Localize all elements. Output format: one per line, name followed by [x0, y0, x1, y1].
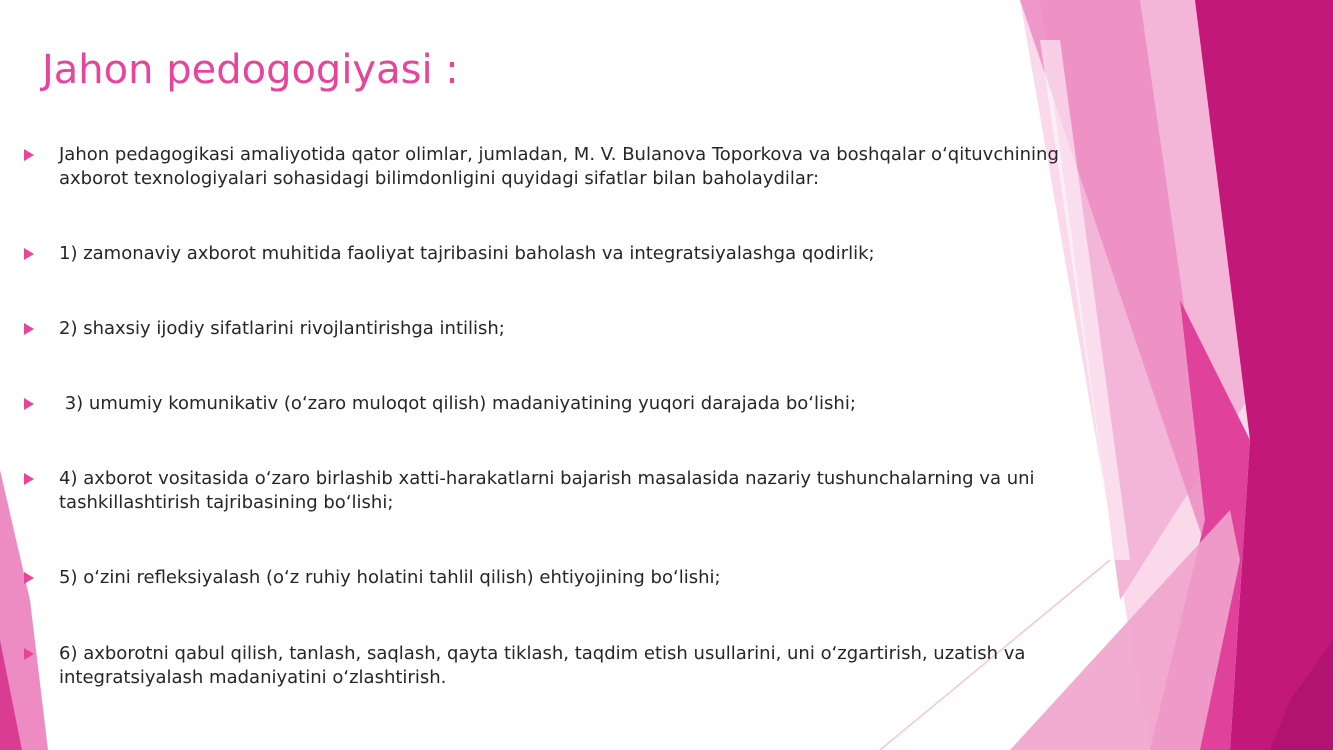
bullet-text: Jahon pedagogikasi amaliyotida qator olimlar, jumladan, M. V. Bulanova Toporkova va boshqalar o‘qituvchining axborot texnologiyalari sohasidagi bilimdonligini quyidagi sifatlar bilan baholaydilar: [59, 144, 1065, 189]
bullet-text: 2) shaxsiy ijodiy sifatlarini rivojlantirishga intilish; [59, 318, 505, 339]
triangle-arrow-right-icon [24, 323, 34, 335]
triangle-arrow-right-icon [24, 149, 34, 161]
bullet-text: 6) axborotni qabul qilish, tanlash, saqlash, qayta tiklash, taqdim etish usullarini, uni o‘zgartirish, uzatish va integratsiyalash madaniyatini o‘zlashtirish. [59, 643, 1032, 688]
bullet-text: 4) axborot vositasida o‘zaro birlashib xatti-harakatlarni bajarish masalasida nazariy tushunchalarning va uni tashkillashtirish tajribasining bo‘lishi; [59, 468, 1041, 513]
bullet-item [22, 242, 1102, 266]
triangle-arrow-right-icon [24, 473, 34, 485]
bullet-item [22, 143, 1102, 191]
bullet-item [22, 642, 1102, 690]
bullet-item [22, 467, 1102, 515]
triangle-arrow-right-icon [24, 248, 34, 260]
triangle-arrow-right-icon [24, 648, 34, 660]
bullet-item [22, 566, 1102, 590]
bullet-text: 5) o‘zini refleksiyalash (o‘z ruhiy holatini tahlil qilish) ehtiyojining bo‘lishi; [59, 567, 721, 588]
slide-title: Jahon pedogogiyasi : [42, 47, 459, 93]
triangle-arrow-right-icon [24, 572, 34, 584]
bullet-text: 1) zamonaviy axborot muhitida faoliyat tajribasini baholash va integratsiyalashga qodirlik; [59, 243, 875, 264]
bullet-item [22, 392, 1102, 416]
bullet-text: 3) umumiy komunikativ (o‘zaro muloqot qilish) madaniyatining yuqori darajada bo‘lishi; [59, 393, 856, 414]
triangle-arrow-right-icon [24, 398, 34, 410]
bullet-item [22, 317, 1102, 341]
